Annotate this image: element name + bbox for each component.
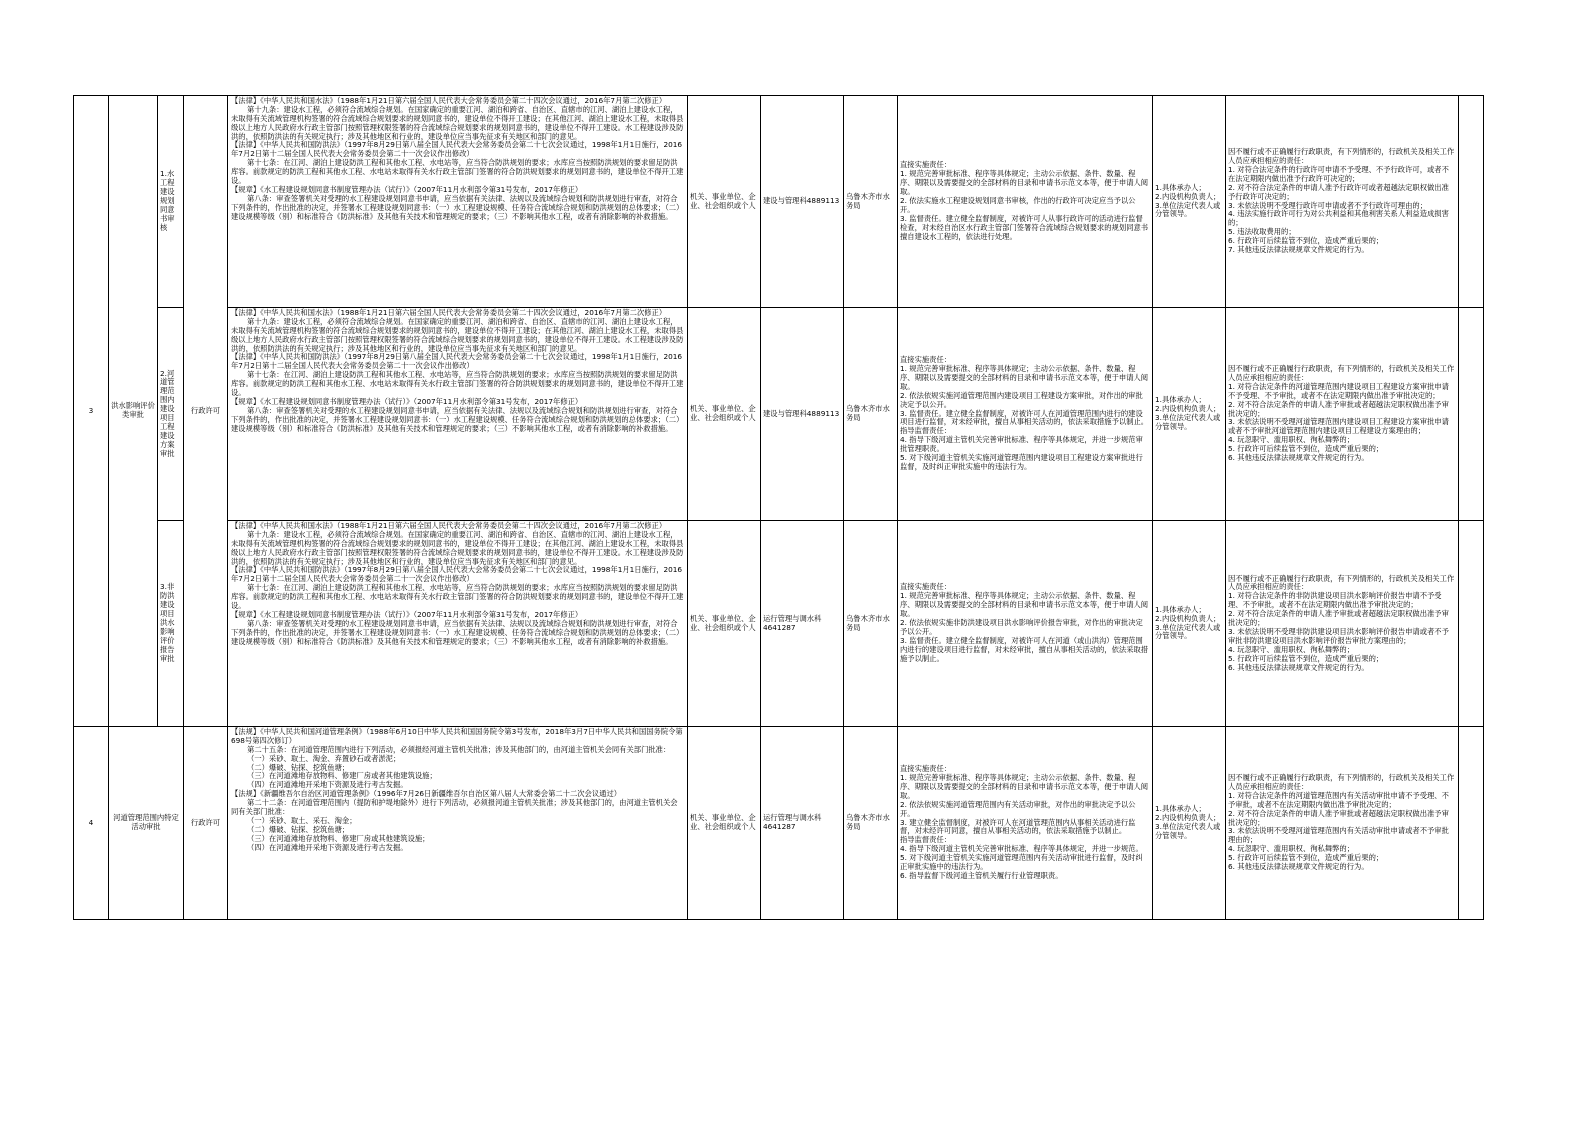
basis-cell xyxy=(228,96,688,308)
responsibility-line: 4. 指导下级河道主管机关完善审批标准、程序等具体规定，并进一步规范。 xyxy=(900,844,1143,854)
liability-line: 3. 未依法说明不受理行政许可申请或者不予行政许可理由的； xyxy=(1228,200,1427,210)
bearer-line: 2.内设机构负责人； xyxy=(1155,404,1221,414)
liability-line: 因不履行或不正确履行行政职责，有下列情形的，行政机关及相关工作人员应承担相应的责任： xyxy=(1228,573,1455,592)
type-cell: 行政许可 xyxy=(184,96,228,727)
responsibility-line: 1. 规范完善审批标准、程序等具体规定；主动公示依据、条件、数量、程序、期限以及需要提交的全部材料的目录和申请书示范文本等，便于申请人阅取。 xyxy=(900,591,1149,619)
sub-item-cell: 1.水工程建设规划同意书审核 xyxy=(158,96,184,308)
liability-line: 6. 其他违反法律法规规章文件规定的行为。 xyxy=(1228,662,1369,672)
responsibility-line: 5. 对下级河道主管机关实施河道管理范围内有关活动审批进行监督，及时纠正审批实施中的违法行为。 xyxy=(900,853,1143,871)
category-cell: 河道管理范围内特定活动审批 xyxy=(109,727,184,920)
liability-line: 5. 行政许可后续监管不到位，造成严重后果的； xyxy=(1228,444,1384,454)
responsibility-cell xyxy=(898,521,1153,727)
liability-line: 7. 其他违反法律法规规章文件规定的行为。 xyxy=(1228,244,1369,254)
basis-paragraph: （四）在河道滩地开采地下资源及进行考古发掘。 xyxy=(247,842,408,852)
liability-line: 4. 玩忽职守、滥用职权、徇私舞弊的； xyxy=(1228,644,1355,654)
responsibility-line: 3. 建立健全监督制度，对被许可人在河道管理范围内从事相关活动进行监督，对未经许可同意，擅自从事相关活动的，依法采取措施予以制止。 xyxy=(900,817,1136,836)
responsibility-line: 直接实施责任： xyxy=(900,582,952,592)
liability-line: 6. 行政许可后续监管不到位，造成严重后果的； xyxy=(1228,236,1384,246)
bearer-line: 3.单位法定代表人或分管领导。 xyxy=(1155,622,1221,641)
table-row xyxy=(74,521,1484,727)
seq-cell: 3 xyxy=(74,96,109,727)
basis-paragraph: 【法律】《中华人民共和国水法》（1988年1月21日第六届全国人民代表大会常务委员会第二十四次会议通过，2016年7月第二次修正） xyxy=(231,521,667,530)
org-cell: 乌鲁木齐市水务局 xyxy=(844,727,898,920)
basis-paragraph: （二）爆破、钻探、挖筑鱼塘； xyxy=(247,762,350,772)
dept-cell: 建设与管理科4889113 xyxy=(761,308,844,521)
table-row xyxy=(74,96,1484,308)
liability-line: 1. 对符合法定条件的河道管理范围内有关活动审批申请不予受理、不予审批，或者不在法定期限内做出准予审批决定的； xyxy=(1228,790,1449,809)
basis-cell xyxy=(228,308,688,521)
liability-line: 3. 未依法说明不受理河道管理范围内建设项目工程建设方案审批申请或者不予审批河道管理范围内建设项目工程建设方案理由的； xyxy=(1228,417,1449,436)
liability-line: 5. 违法收取费用的； xyxy=(1228,227,1296,237)
org-cell: 乌鲁木齐市水务局 xyxy=(844,308,898,521)
basis-paragraph: 第十七条：在江河、湖泊上建设防洪工程和其他水工程、水电站等，应当符合防洪规划的要求；水库应当按照防洪规划的要求留足防洪库容。前款规定的防洪工程和其他水工程、水电站未取得有关水行政主管部门签署的符合防洪规划要求的规划同意书的，建设单位不得开工建设。 xyxy=(231,158,684,186)
liability-line: 1. 对符合法定条件的行政许可申请不予受理、不予行政许可，或者不在法定期限内做出准予行政许可决定的； xyxy=(1228,164,1449,183)
basis-paragraph: 【规章】《水工程建设规划同意书制度管理办法（试行）》（2007年11月水利部令第31号发布，2017年修正） xyxy=(231,184,583,194)
responsibility-line: 直接实施责任： xyxy=(900,160,952,170)
basis-paragraph: 第八条：审查签署机关对受理的水工程建设规划同意书申请，应当依据有关法律、法规以及流域综合规划和防洪规划进行审查，对符合下列条件的，作出批准的决定，并签署水工程建设规划同意书：（一）水工程建设规模、任务符合流域综合规划和防洪规划的总体要求；（二）建设规模等级（别）和标准符合《防洪标准》及其他有关技术和管理规定的要求；（三）不影响其他水工程，或者有消除影响的补救措施。 xyxy=(231,193,684,221)
basis-paragraph: 【规章】《水工程建设规划同意书制度管理办法（试行）》（2007年11月水利部令第31号发布，2017年修正） xyxy=(231,609,583,619)
seq-cell: 4 xyxy=(74,727,109,920)
bearer-cell xyxy=(1153,308,1226,521)
liability-line: 1. 对符合法定条件的河道管理范围内建设项目工程建设方案审批申请不予受理、不予审批，或者不在法定期限内做出准予审批决定的； xyxy=(1228,381,1449,400)
responsibility-line: 6. 指导监督下级河道主管机关履行行业管理职责。 xyxy=(900,870,1063,880)
basis-paragraph: （二）爆破、钻探、挖筑鱼塘； xyxy=(247,824,350,834)
basis-paragraph: 【法规】《新疆维吾尔自治区河道管理条例》（1996年7月26日新疆维吾尔自治区第八届人大常委会第二十二次会议通过） xyxy=(231,789,622,799)
basis-paragraph: 【法律】《中华人民共和国水法》（1988年1月21日第六届全国人民代表大会常务委员会第二十四次会议通过，2016年7月第二次修正） xyxy=(231,308,667,317)
liability-line: 因不履行或不正确履行行政职责，有下列情形的，行政机关及相关工作人员应承担相应的责任： xyxy=(1228,364,1455,382)
liability-line: 2. 对不符合法定条件的申请人准予审批或者超越法定职权做出准予审批决定的； xyxy=(1228,609,1449,628)
responsibility-line: 指导监督责任： xyxy=(900,426,952,436)
liability-cell xyxy=(1226,521,1459,727)
remark-cell xyxy=(1459,96,1484,308)
basis-paragraph: （三）在河道滩地存放物料、修建厂房或者其他建筑设施； xyxy=(247,771,437,781)
liability-line: 3. 未依法说明不受理非防洪建设项目洪水影响评价报告申请或者不予审批非防洪建设项目洪水影响评价报告审批方案理由的； xyxy=(1228,626,1449,645)
basis-paragraph: （三）在河道滩地存放物料、修建厂房或其他建筑设施； xyxy=(247,833,430,843)
basis-paragraph: 第十九条：建设水工程，必须符合流域综合规划。在国家确定的重要江河、湖泊和跨省、自治区、直辖市的江河、湖泊上建设水工程，未取得有关流域管理机构签署的符合流域综合规划要求的规划同意书的，建设单位不得开工建设；在其他江河、湖泊上建设水工程，未取得县级以上地方人民政府水行政主管部门按照管理权限签署的符合流域综合规划要求的规划同意书的，建设单位不得开工建设。水工程建设涉及防洪的，依照防洪法的有关规定执行；涉及其他地区和行业的，建设单位应当事先征求有关地区和部门的意见。 xyxy=(231,316,684,353)
responsibility-line: 1. 规范完善审批标准、程序等具体规定；主动公示依据、条件、数量、程序、期限以及需要提交的全部材料的目录和申请书示范文本等，便于申请人阅取。 xyxy=(900,364,1149,391)
sub-item-cell: 2.河道管理范围内建设项目工程建设方案审批 xyxy=(158,308,184,521)
bearer-line: 2.内设机构负责人； xyxy=(1155,191,1221,201)
responsibility-line: 直接实施责任： xyxy=(900,355,952,365)
basis-paragraph: 【法律】《中华人民共和国水法》（1988年1月21日第六届全国人民代表大会常务委员会第二十四次会议通过，2016年7月第二次修正） xyxy=(231,96,667,105)
responsibility-line: 1. 规范完善审批标准、程序等具体规定；主动公示依据、条件、数量、程序、期限以及需要提交的全部材料的目录和申请书示范文本等，便于申请人阅取。 xyxy=(900,773,1149,800)
basis-paragraph: 第十九条：建设水工程，必须符合流域综合规划。在国家确定的重要江河、湖泊和跨省、自治区、直辖市的江河、湖泊上建设水工程，未取得有关流域管理机构签署的符合流域综合规划要求的规划同意书的，建设单位不得开工建设；在其他江河、湖泊上建设水工程，未取得县级以上地方人民政府水行政主管部门按照管理权限签署的符合流域综合规划要求的规划同意书的，建设单位不得开工建设。水工程建设涉及防洪的，依照防洪法的有关规定执行；涉及其他地区和行业的，建设单位应当事先征求有关地区和部门的意见。 xyxy=(231,104,684,141)
bearer-line: 1.具体承办人； xyxy=(1155,604,1206,614)
bearer-line: 3.单位法定代表人或分管领导。 xyxy=(1155,822,1221,840)
org-cell: 乌鲁木齐市水务局 xyxy=(844,521,898,727)
subject-cell: 机关、事业单位、企业、社会组织或个人 xyxy=(688,521,761,727)
remark-cell xyxy=(1459,727,1484,920)
bearer-cell xyxy=(1153,96,1226,308)
basis-paragraph: 【规章】《水工程建设规划同意书制度管理办法（试行）》（2007年11月水利部令第31号发布，2017年修正） xyxy=(231,396,583,406)
responsibility-line: 2. 依法依规实施非防洪建设项目洪水影响评价报告审批，对作出的审批决定予以公开。 xyxy=(900,618,1143,636)
liability-cell xyxy=(1226,308,1459,521)
table-body xyxy=(74,96,1484,920)
responsibility-line: 3. 监督责任。建立健全监督制度，对被许可人从事行政许可的活动进行监督检查，对未经自治区水行政主管部门签署符合流域综合规划要求的规划同意书擅自建设水工程的，依法进行处理。 xyxy=(900,213,1149,241)
table-row xyxy=(74,308,1484,521)
basis-paragraph: 【法律】《中华人民共和国防洪法》（1997年8月29日第八届全国人民代表大会常务委员会第二十七次会议通过，1998年1月1日施行，2016年7月2日第十二届全国人民代表大会常务委员会第二十一次会议作出修改） xyxy=(231,140,683,159)
responsibility-line: 指导监督责任： xyxy=(900,835,952,845)
bearer-line: 3.单位法定代表人或分管领导。 xyxy=(1155,200,1221,219)
liability-cell xyxy=(1226,727,1459,920)
liability-line: 5. 行政许可后续监管不到位，造成严重后果的； xyxy=(1228,653,1384,663)
bearer-line: 1.具体承办人； xyxy=(1155,395,1206,405)
type-cell: 行政许可 xyxy=(184,727,228,920)
basis-paragraph: 第十七条：在江河、湖泊上建设防洪工程和其他水工程、水电站等，应当符合防洪规划的要求；水库应当按照防洪规划的要求留足防洪库容。前款规定的防洪工程和其他水工程、水电站未取得有关水行政主管部门签署的符合防洪规划要求的规划同意书的，建设单位不得开工建设。 xyxy=(231,370,684,398)
bearer-line: 2.内设机构负责人； xyxy=(1155,813,1221,823)
responsibility-line: 2. 依法依规实施河道管理范围内建设项目工程建设方案审批，对作出的审批决定予以公开。 xyxy=(900,390,1143,409)
basis-paragraph: （四）在河道滩地开采地下资源及进行考古发掘。 xyxy=(247,780,408,790)
responsibility-line: 3. 监督责任。建立健全监督制度，对被许可人在河道管理范围内进行的建设项目进行监督，对未经审批，擅自从事相关活动的，依法采取措施予以制止。 xyxy=(900,408,1149,427)
liability-line: 1. 对符合法定条件的非防洪建设项目洪水影响评价报告申请不予受理、不予审批，或者不在法定期限内做出准予审批决定的； xyxy=(1228,591,1442,610)
basis-paragraph: 【法律】《中华人民共和国防洪法》（1997年8月29日第八届全国人民代表大会常务委员会第二十七次会议通过，1998年1月1日施行，2016年7月2日第十二届全国人民代表大会常务委员会第二十一次会议作出修改） xyxy=(231,565,683,584)
responsibility-line: 2. 依法实施水工程建设规划同意书审核，作出的行政许可决定应当予以公开。 xyxy=(900,196,1136,214)
liability-line: 4. 玩忽职守、滥用职权、徇私舞弊的； xyxy=(1228,844,1355,854)
bearer-line: 1.具体承办人； xyxy=(1155,804,1206,814)
basis-cell xyxy=(228,521,688,727)
remark-cell xyxy=(1459,521,1484,727)
responsibility-cell xyxy=(898,727,1153,920)
basis-paragraph: 第八条：审查签署机关对受理的水工程建设规划同意书申请，应当依据有关法律、法规以及流域综合规划和防洪规划进行审查，对符合下列条件的，作出批准的决定，并签署水工程建设规划同意书：（一）水工程建设规模、任务符合流域综合规划和防洪规划的总体要求；（二）建设规模等级（别）和标准符合《防洪标准》及其他有关技术和管理规定的要求；（三）不影响其他水工程，或者有消除影响的补救措施。 xyxy=(231,405,684,433)
basis-paragraph: 【法律】《中华人民共和国防洪法》（1997年8月29日第八届全国人民代表大会常务委员会第二十七次会议通过，1998年1月1日施行，2016年7月2日第十二届全国人民代表大会常务委员会第二十一次会议作出修改） xyxy=(231,352,683,371)
responsibility-line: 2. 依法依规实施河道管理范围内有关活动审批，对作出的审批决定予以公开。 xyxy=(900,799,1136,818)
liability-line: 6. 其他违反法律法规规章文件规定的行为。 xyxy=(1228,453,1369,462)
basis-cell xyxy=(228,727,688,920)
sub-item-cell: 3.非防洪建设项目洪水影响评价报告审批 xyxy=(158,521,184,727)
liability-line: 2. 对不符合法定条件的申请人准予行政许可或者超越法定职权做出准予行政许可决定的； xyxy=(1228,182,1449,201)
basis-paragraph: 第十九条：建设水工程，必须符合流域综合规划。在国家确定的重要江河、湖泊和跨省、自治区、直辖市的江河、湖泊上建设水工程，未取得有关流域管理机构签署的符合流域综合规划要求的规划同意书的，建设单位不得开工建设；在其他江河、湖泊上建设水工程，未取得县级以上地方人民政府水行政主管部门按照管理权限签署的符合流域综合规划要求的规划同意书的，建设单位不得开工建设。水工程建设涉及防洪的，依照防洪法的有关规定执行；涉及其他地区和行业的，建设单位应当事先征求有关地区和部门的意见。 xyxy=(231,529,684,566)
liability-line: 3. 未依法说明不受理河道管理范围内有关活动审批申请或者不予审批理由的； xyxy=(1228,826,1449,845)
liability-line: 2. 对不符合法定条件的申请人准予审批或者超越法定职权做出准予审批决定的； xyxy=(1228,808,1449,827)
basis-paragraph: 第二十二条：在河道管理范围内（提防和护堤地除外）进行下列活动，必须报河道主管机关批准；涉及其他部门的，由河道主管机关会同有关部门批准： xyxy=(231,798,678,817)
dept-cell: 建设与管理科4889113 xyxy=(761,96,844,308)
responsibility-cell xyxy=(898,308,1153,521)
responsibility-line: 1. 规范完善审批标准、程序等具体规定；主动公示依据、条件、数量、程序、期限以及需要提交的全部材料的目录和申请书示范文本等，便于申请人阅取。 xyxy=(900,169,1149,197)
basis-paragraph: 第十七条：在江河、湖泊上建设防洪工程和其他水工程、水电站等，应当符合防洪规划的要求；水库应当按照防洪规划的要求留足防洪库容。前款规定的防洪工程和其他水工程、水电站未取得有关水行政主管部门签署的符合防洪规划要求的规划同意书的，建设单位不得开工建设。 xyxy=(231,583,684,611)
subject-cell: 机关、事业单位、企业、社会组织或个人 xyxy=(688,96,761,308)
basis-paragraph: （一）采砂、取土、采石、淘金； xyxy=(247,815,357,825)
bearer-cell xyxy=(1153,727,1226,920)
responsibility-line: 4. 指导下级河道主管机关完善审批标准、程序等具体规定，并进一步规范审批管理职责。 xyxy=(900,435,1143,454)
bearer-line: 3.单位法定代表人或分管领导。 xyxy=(1155,413,1221,431)
responsibility-line: 5. 对下级河道主管机关实施河道管理范围内建设项目工程建设方案审批进行监督，及时纠正审批实施中的违法行为。 xyxy=(900,453,1143,471)
dept-cell: 运行管理与调水科4641287 xyxy=(761,521,844,727)
org-cell: 乌鲁木齐市水务局 xyxy=(844,96,898,308)
subject-cell: 机关、事业单位、企业、社会组织或个人 xyxy=(688,727,761,920)
basis-paragraph: 第二十五条：在河道管理范围内进行下列活动，必须报经河道主管机关批准；涉及其他部门的，由河道主管机关会同有关部门批准： xyxy=(247,744,671,754)
liability-line: 2. 对不符合法定条件的申请人准予审批或者超越法定职权做出准予审批决定的； xyxy=(1228,399,1449,418)
liability-line: 4. 违法实施行政许可行为对公共利益和其他利害关系人利益造成损害的； xyxy=(1228,209,1449,228)
basis-paragraph: （一）采砂、取土、淘金、弃置砂石或者淤泥； xyxy=(247,753,401,763)
liability-line: 6. 其他违反法律法规规章文件规定的行为。 xyxy=(1228,862,1369,871)
power-list-table xyxy=(73,95,1484,920)
liability-line: 因不履行或不正确履行行政职责，有下列情形的，行政机关及相关工作人员应承担相应的责任： xyxy=(1228,147,1455,166)
basis-paragraph: 第八条：审查签署机关对受理的水工程建设规划同意书申请，应当依据有关法律、法规以及流域综合规划和防洪规划进行审查，对符合下列条件的，作出批准的决定，并签署水工程建设规划同意书：（一）水工程建设规模、任务符合流域综合规划和防洪规划的总体要求；（二）建设规模等级（别）和标准符合《防洪标准》及其他有关技术和管理规定的要求；（三）不影响其他水工程，或者有消除影响的补救措施。 xyxy=(231,618,684,646)
liability-cell xyxy=(1226,96,1459,308)
responsibility-line: 3. 监督责任。建立健全监督制度，对被许可人在河道（或山洪沟）管理范围内进行的建设项目进行监督，对未经审批，擅自从事相关活动的，依法采取措施予以制止。 xyxy=(900,635,1149,663)
category-cell: 洪水影响评价类审批 xyxy=(109,96,158,727)
liability-line: 4. 玩忽职守、滥用职权、徇私舞弊的； xyxy=(1228,435,1355,445)
responsibility-line: 直接实施责任： xyxy=(900,764,952,774)
basis-paragraph: 【法规】《中华人民共和国河道管理条例》（1988年6月10日中华人民共和国国务院令第3号发布，2018年3月7日中华人民共和国国务院令第698号第四次修订） xyxy=(231,727,683,745)
bearer-line: 2.内设机构负责人； xyxy=(1155,613,1221,623)
bearer-line: 1.具体承办人； xyxy=(1155,182,1206,192)
dept-cell: 运行管理与调水科4641287 xyxy=(761,727,844,920)
remark-cell xyxy=(1459,308,1484,521)
bearer-cell xyxy=(1153,521,1226,727)
liability-line: 5. 行政许可后续监管不到位，造成严重后果的； xyxy=(1228,853,1384,863)
table-row xyxy=(74,727,1484,920)
liability-line: 因不履行或不正确履行行政职责，有下列情形的，行政机关及相关工作人员应承担相应的责任： xyxy=(1228,773,1455,791)
subject-cell: 机关、事业单位、企业、社会组织或个人 xyxy=(688,308,761,521)
responsibility-cell xyxy=(898,96,1153,308)
